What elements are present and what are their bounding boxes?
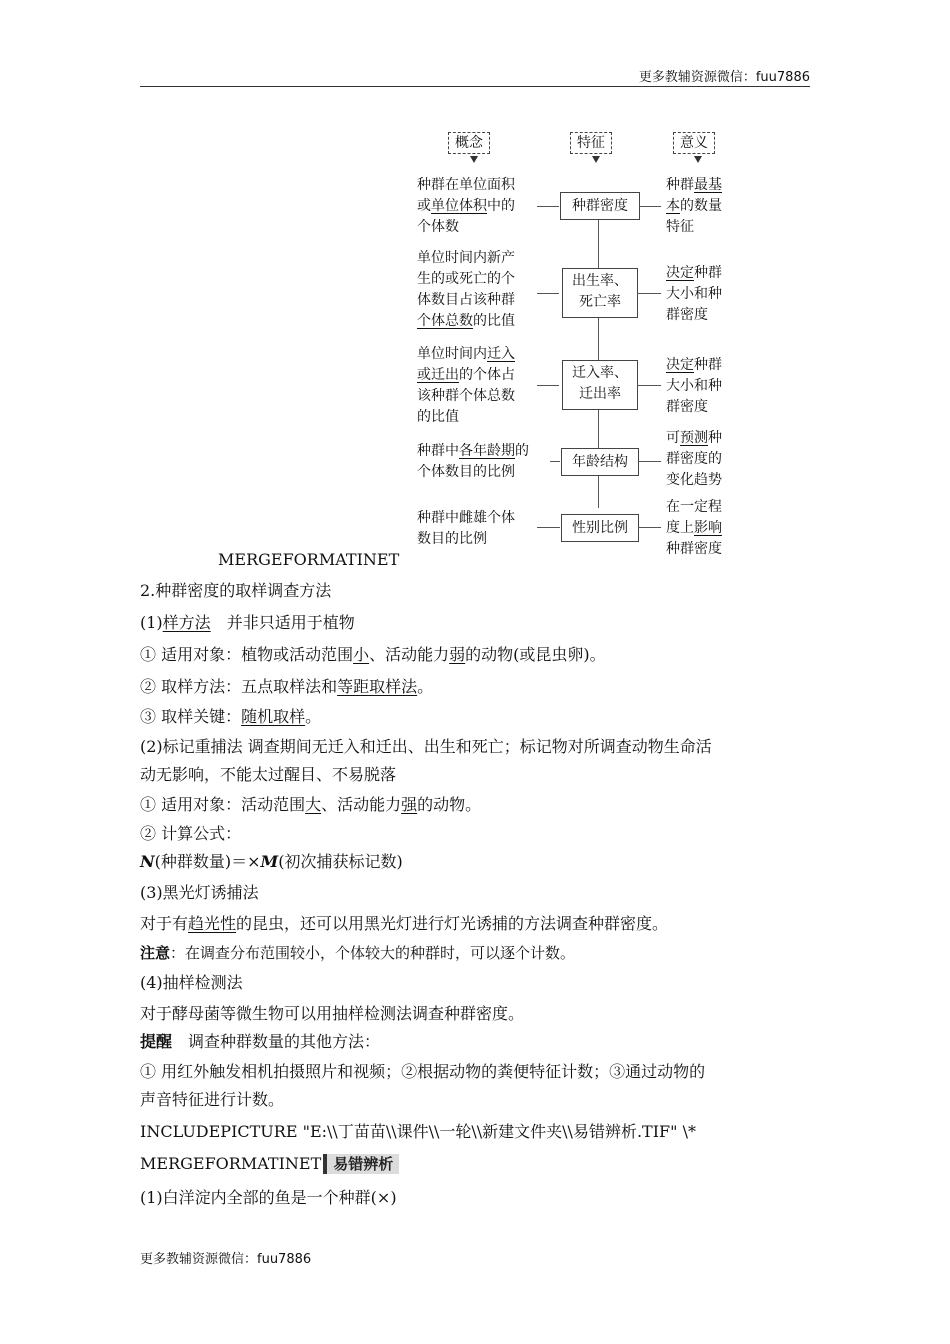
footer-text: 更多教辅资源微信：fuu7886 (140, 1252, 312, 1267)
error-analysis-tag: 易错辨析 (323, 1154, 399, 1174)
question-line: (1)白洋淀内全部的鱼是一个种群(×) (140, 1188, 397, 1207)
diagram-meaning-1: 种群最基 本的数量 特征 (666, 177, 722, 235)
connector-line (537, 293, 559, 294)
diagram-meaning-5: 在一定程 度上影响 种群密度 (666, 499, 722, 557)
header-rule (140, 86, 810, 87)
paragraph-line: 对于有趋光性的昆虫，还可以用黑光灯进行灯光诱捕的方法调查种群密度。 (140, 914, 669, 933)
diagram-meaning-2: 决定种群 大小和种 群密度 (666, 265, 722, 323)
connector-line (638, 461, 661, 462)
diagram-concept-4: 种群中各年龄期的 个体数目的比例 (417, 443, 529, 480)
diagram-header-meaning: 意义 (673, 132, 715, 154)
include-field-text: INCLUDEPICTURE "E:\\丁苗苗\\课件\\一轮\\新建文件夹\\易错辨析.TIF" \* (140, 1122, 696, 1141)
subsection-sampling: (4)抽样检测法 (140, 973, 243, 992)
subsection-quadrat: (1)样方法 并非只适用于植物 (140, 613, 355, 632)
diagram-concept-2: 单位时间内新产 生的或死亡的个 体数目占该种群 个体总数的比值 (417, 250, 515, 329)
paragraph-line: ① 用红外触发相机拍摄照片和视频；②根据动物的粪便特征计数；③通过动物的 (140, 1062, 706, 1081)
feature-box-density: 种群密度 (560, 192, 640, 220)
paragraph-line: 声音特征进行计数。 (140, 1090, 285, 1109)
diagram-header-feature: 特征 (570, 132, 612, 154)
diagram-concept-1: 种群在单位面积 或单位体积中的 个体数 (417, 177, 515, 235)
diagram-concept-5: 种群中雌雄个体 数目的比例 (417, 510, 515, 547)
paragraph-line: ② 取样方法：五点取样法和等距取样法。 (140, 677, 434, 696)
connector-line (537, 385, 559, 386)
connector-line (639, 206, 661, 207)
formula-line: N(种群数量)＝×M(初次捕获标记数) (140, 852, 403, 871)
diagram-meaning-4: 可预测种 群密度的 变化趋势 (666, 430, 722, 488)
section-title: 2.种群密度的取样调查方法 (140, 581, 332, 600)
connector-line (537, 206, 559, 207)
connector-line (637, 385, 661, 386)
arrow-down-icon (694, 156, 702, 163)
merge-field-text: MERGEFORMATINET (218, 550, 400, 569)
arrow-down-icon (470, 156, 478, 163)
connector-line (637, 293, 661, 294)
diagram-concept-3: 单位时间内迁入 或迁出的个体占 该种群个体总数 的比值 (417, 346, 515, 425)
feature-box-sex-ratio: 性别比例 (561, 514, 639, 542)
paragraph-line: ① 适用对象：植物或活动范围小、活动能力弱的动物(或昆虫卵)。 (140, 645, 606, 664)
feature-box-birth-death: 出生率、 死亡率 (562, 268, 638, 318)
merge-field-line: MERGEFORMATINET 易错辨析 (140, 1153, 399, 1175)
paragraph-line: ② 计算公式： (140, 824, 242, 843)
feature-box-age-structure: 年龄结构 (561, 448, 639, 476)
connector-line (638, 527, 661, 528)
paragraph-line: ③ 取样关键：随机取样。 (140, 707, 322, 726)
diagram-header-concept: 概念 (448, 132, 490, 154)
tip-line: 提醒 调查种群数量的其他方法： (140, 1032, 381, 1051)
subsection-mark-recapture: (2)标记重捕法 调查期间无迁入和迁出、出生和死亡；标记物对所调查动物生命活 (140, 737, 712, 756)
paragraph-line: 对于酵母菌等微生物可以用抽样检测法调查种群密度。 (140, 1004, 525, 1023)
subsection-light-trap: (3)黑光灯诱捕法 (140, 883, 259, 902)
note-line: 注意：在调查分布范围较小，个体较大的种群时，可以逐个计数。 (140, 944, 576, 962)
paragraph-line: 动无影响，不能太过醒目、不易脱落 (140, 765, 397, 784)
feature-box-migration: 迁入率、 迁出率 (562, 360, 638, 410)
connector-line (550, 461, 560, 462)
connector-line (537, 527, 560, 528)
diagram-meaning-3: 决定种群 大小和种 群密度 (666, 357, 722, 415)
arrow-down-icon (592, 156, 600, 163)
header-text: 更多教辅资源微信：fuu7886 (638, 70, 810, 85)
paragraph-line: ① 适用对象：活动范围大、活动能力强的动物。 (140, 795, 482, 814)
